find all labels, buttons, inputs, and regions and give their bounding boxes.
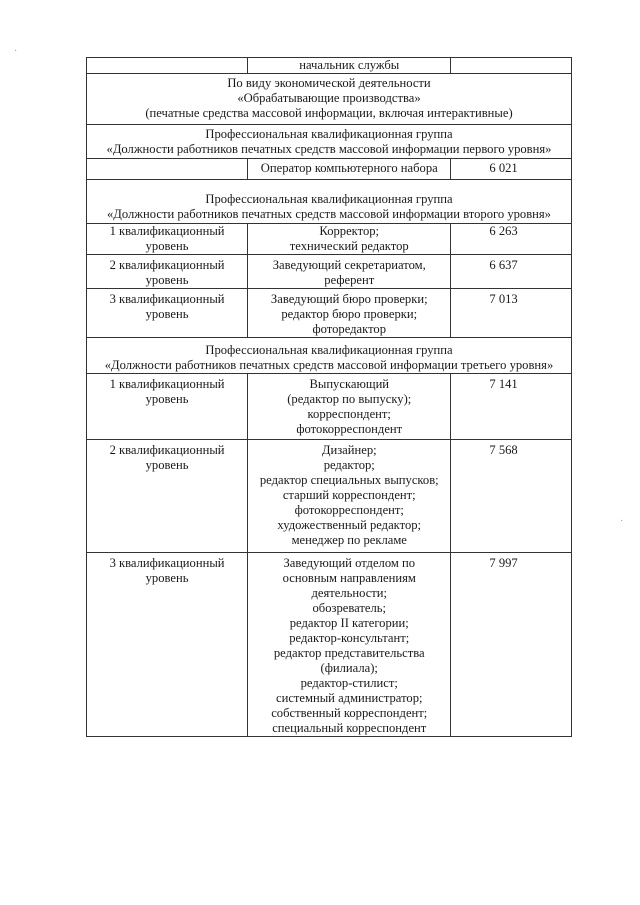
salary-cell: 6 263 <box>451 224 572 255</box>
table-row <box>87 289 572 338</box>
level-cell: 1 квалификационный уровень <box>87 224 248 255</box>
level-cell: 1 квалификационный уровень <box>87 374 248 440</box>
level-cell <box>87 159 248 180</box>
sector-line-2: «Обрабатывающие производства» <box>237 91 421 105</box>
position-cell: Заведующий отделом по основным направлениям деятельности; обозреватель; редактор II категории; редактор-консультант; редактор представительства (филиала); редактор-стилист; системный администратор; собственный корреспондент; специальный корреспондент <box>248 553 451 737</box>
group-header <box>87 180 572 224</box>
sector-line-1: По виду экономической деятельности <box>227 76 431 90</box>
position-cell: Выпускающий (редактор по выпуску); корреспондент; фотокорреспондент <box>248 374 451 440</box>
position-cell: Заведующий секретариатом, референт <box>248 255 451 289</box>
salary-cell: 7 141 <box>451 374 572 440</box>
group-subtitle: «Должности работников печатных средств массовой информации второго уровня» <box>107 207 551 221</box>
salary-cell: 7 568 <box>451 440 572 553</box>
scan-speck: · <box>14 46 18 57</box>
table-row <box>87 553 572 737</box>
group-header <box>87 125 572 159</box>
position-cell: начальник службы <box>248 58 451 74</box>
group-header-row <box>87 180 572 224</box>
level-cell: 2 квалификационный уровень <box>87 440 248 553</box>
group-header <box>87 338 572 374</box>
salary-table <box>86 57 572 737</box>
salary-cell: 6 021 <box>451 159 572 180</box>
position-cell: Оператор компьютерного набора <box>248 159 451 180</box>
position-cell: Заведующий бюро проверки; редактор бюро проверки; фоторедактор <box>248 289 451 338</box>
group-title: Профессиональная квалификационная группа <box>205 127 453 141</box>
level-cell: 3 квалификационный уровень <box>87 553 248 737</box>
table-row <box>87 440 572 553</box>
salary-cell: 7 997 <box>451 553 572 737</box>
group-subtitle: «Должности работников печатных средств массовой информации третьего уровня» <box>104 358 554 372</box>
table-row <box>87 374 572 440</box>
scan-speck: · <box>620 516 624 527</box>
table-row <box>87 255 572 289</box>
sector-line-3: (печатные средства массовой информации, включая интерактивные) <box>145 106 513 120</box>
sector-header-row <box>87 74 572 125</box>
position-cell: Корректор; технический редактор <box>248 224 451 255</box>
sector-header <box>87 74 572 125</box>
salary-cell: 6 637 <box>451 255 572 289</box>
level-cell: 2 квалификационный уровень <box>87 255 248 289</box>
group-title: Профессиональная квалификационная группа <box>205 192 453 206</box>
group-title: Профессиональная квалификационная группа <box>205 343 453 357</box>
group-subtitle: «Должности работников печатных средств массовой информации первого уровня» <box>106 142 552 156</box>
table-row <box>87 159 572 180</box>
group-header-row <box>87 338 572 374</box>
table-row <box>87 224 572 255</box>
position-cell: Дизайнер; редактор; редактор специальных выпусков; старший корреспондент; фотокорреспондент; художественный редактор; менеджер по рекламе <box>248 440 451 553</box>
group-header-row <box>87 125 572 159</box>
salary-cell: 7 013 <box>451 289 572 338</box>
table-row <box>87 58 572 74</box>
level-cell: 3 квалификационный уровень <box>87 289 248 338</box>
